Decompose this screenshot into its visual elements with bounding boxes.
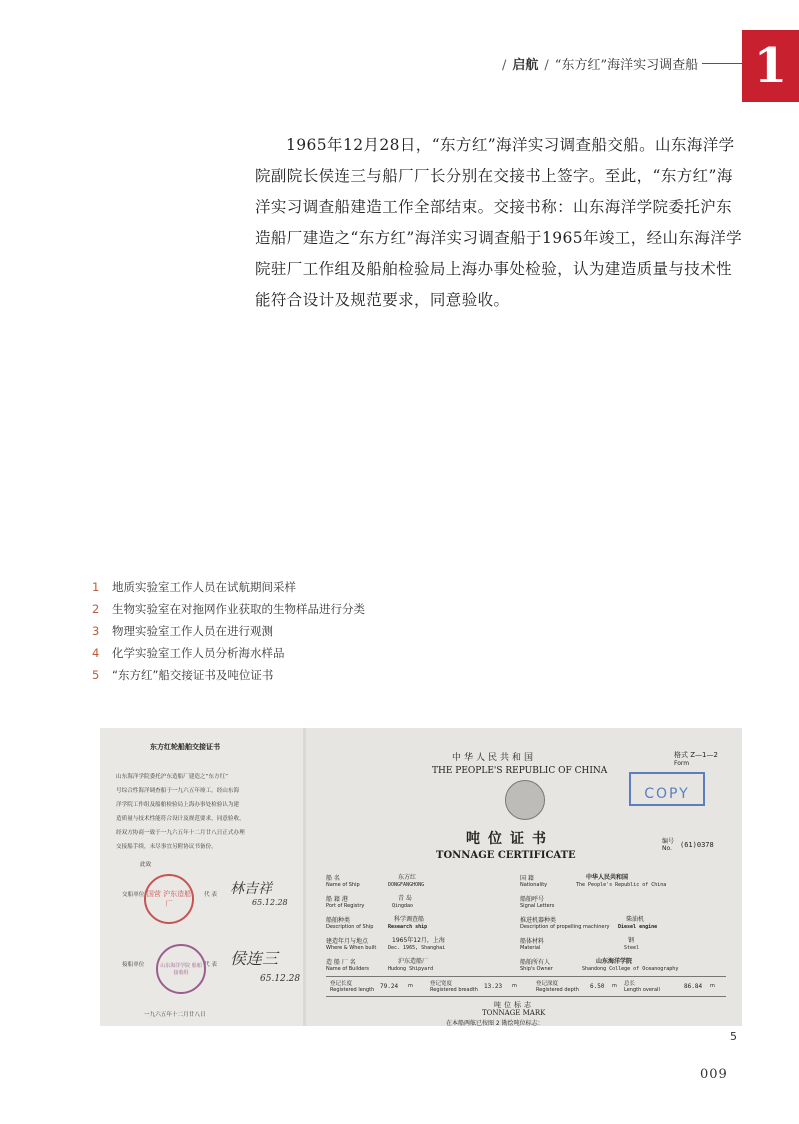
dim-label-en: Registered depth [536, 987, 579, 993]
page-number: 009 [700, 1067, 728, 1082]
handover-text-line: 造质量与技术性能符合设计及规范要求，同意验收， [116, 816, 245, 822]
certificates-photo [100, 728, 742, 1026]
field-value: 1965年12月，上海 [392, 937, 445, 944]
dim-unit: m [612, 983, 617, 989]
cert-no: (61)0378 [680, 841, 714, 849]
dim-label-en: Registered length [330, 987, 375, 993]
field-value-en: The People's Republic of China [576, 882, 667, 888]
form-label: 格式 Z—1—2 [674, 751, 718, 759]
dim-unit: m [512, 983, 517, 989]
field-label: 国 籍 [520, 875, 534, 882]
page-header [0, 0, 799, 110]
signature-1-date: 65.12.28 [252, 898, 288, 907]
field-label-en: Ship's Owner [520, 966, 553, 972]
field-label-en: Description of Ship [326, 924, 374, 930]
handover-title: 东方红轮船舶交接证书 [150, 743, 220, 751]
signature-2-date: 65.12.28 [260, 974, 301, 984]
tonnage-mark-note: 在本船两舷已按图 2 勘绘吨位标志： [446, 1020, 544, 1026]
form-label-en: Form [674, 760, 690, 767]
party2-rep: 代 表 [204, 962, 217, 968]
field-label: 船 名 [326, 875, 340, 882]
field-value-en: Dec. 1965, Shanghai [388, 945, 446, 951]
dim-label-en: Length overall [624, 987, 660, 993]
body-paragraph: 1965年12月28日，“东方红”海洋实习调查船交船。山东海洋学院副院长侯连三与船厂厂长分别在交接书上签字。至此，“东方红”海洋实习调查船建造工作全部结束。交接书称：山东海洋学院委托沪东造船厂建造之“东方红”海洋实习调查船于1965年竣工，经山东海洋学院驻厂工作组及船舶检验局上海办事处检验，认为建造质量与技术性能符合设计及规范要求，同意验收。 [255, 136, 742, 309]
cert-title-en: TONNAGE CERTIFICATE [436, 850, 576, 861]
national-emblem [505, 780, 545, 820]
table-rule [326, 996, 726, 997]
tonnage-certificate [306, 728, 742, 1026]
field-label-en: Name of Builders [326, 966, 370, 972]
party1-label: 交船单位 [122, 892, 145, 898]
caption-item: 4 化学实验室工作人员分析海水样品 [92, 646, 285, 660]
dim-unit: m [408, 983, 413, 989]
field-label: 造 船 厂 名 [326, 959, 356, 966]
cert-no-label-en: No. [662, 845, 672, 852]
caption-item: 2 生物实验室在对拖网作业获取的生物样品进行分类 [92, 602, 365, 616]
running-head: / 启航 / “东方红”海洋实习调查船 [502, 58, 699, 73]
field-value-en: Hudong Shipyard [388, 966, 434, 972]
handover-text-line: 此致 [140, 862, 152, 868]
party1-rep: 代 表 [204, 892, 217, 898]
shipyard-seal: 国营 沪东造船厂 [144, 874, 194, 924]
dim-unit: m [710, 983, 715, 989]
field-label-en: Name of Ship [326, 882, 360, 888]
field-value-en: Steel [624, 945, 640, 951]
handover-text-line: 交接船手续，未尽事宜另附协议书备份。 [116, 844, 217, 850]
country-en: THE PEOPLE'S REPUBLIC OF CHINA [432, 766, 608, 776]
dim-label: 总长 [624, 981, 636, 987]
field-value-en: Shandong College of Oceanography [582, 966, 679, 972]
field-value: 山东海洋学院 [596, 958, 633, 965]
copy-stamp: COPY [629, 772, 705, 806]
field-value-en: Diesel engine [618, 924, 658, 930]
field-label-en: Description of propelling machinery [520, 924, 610, 930]
handover-text-line: 山东海洋学院委托沪东造船厂建造之“东方红” [116, 774, 229, 780]
field-label-en: Port of Registry [326, 903, 365, 909]
handover-date: 一九六五年十二月廿八日 [144, 1012, 206, 1018]
dim-value: 13.23 [484, 983, 503, 990]
field-value: 科学调查船 [394, 916, 425, 923]
field-label: 船 籍 港 [326, 896, 348, 903]
tonnage-mark-en: TONNAGE MARK [482, 1009, 546, 1017]
cert-no-label: 编号 [662, 838, 675, 845]
party2-label: 接船单位 [122, 962, 145, 968]
field-value: 沪东造船厂 [398, 958, 429, 965]
field-value: 柴油机 [626, 916, 645, 923]
dim-value: 79.24 [380, 983, 399, 990]
field-value: 中华人民共和国 [586, 874, 629, 881]
handover-certificate [100, 728, 303, 1026]
table-rule [326, 976, 726, 977]
signature-1: 林吉祥 [230, 881, 272, 897]
field-value: 东方红 [398, 874, 417, 881]
cert-title-cn: 吨位证书 [466, 831, 554, 847]
field-value-en: Research ship [388, 924, 428, 930]
chapter-number-badge: 1 [742, 30, 799, 102]
field-label-en: Material [520, 945, 541, 951]
caption-list [92, 576, 365, 686]
field-label: 船舶呼号 [520, 896, 545, 903]
header-rule [702, 63, 742, 64]
dim-label-en: Registered breadth [430, 987, 478, 993]
tonnage-mark-cn: 吨位标志 [494, 1001, 534, 1009]
field-value-en: DONGFANGHONG [388, 882, 425, 888]
field-label-en: Signal Letters [520, 903, 555, 909]
dim-label: 登记宽度 [430, 981, 453, 987]
field-label: 推进机器种类 [520, 917, 557, 924]
dim-value: 86.84 [684, 983, 703, 990]
field-value-en: Qingdao [392, 903, 414, 909]
handover-text-line: 号综合性海洋调查船于一九六五年竣工，经山东海 [116, 788, 240, 794]
country-cn: 中华人民共和国 [452, 753, 537, 763]
dim-value: 6.50 [590, 983, 605, 990]
handover-text-line: 经双方协商一致于一九六五年十二月廿八日正式办理 [116, 830, 245, 836]
college-seal: 山东海洋学院 船舶接收组 [156, 944, 206, 994]
field-label: 船舶种类 [326, 917, 351, 924]
field-label: 船舶所有人 [520, 959, 551, 966]
field-value: 青 岛 [398, 895, 412, 902]
field-label: 船体材料 [520, 938, 545, 945]
field-label: 建造年月与地点 [326, 938, 369, 945]
dim-label: 登记深度 [536, 981, 559, 987]
dim-label: 登记长度 [330, 981, 353, 987]
section-title: 启航 [512, 58, 539, 73]
field-value: 钢 [628, 937, 635, 944]
photo-number: 5 [730, 1030, 737, 1043]
caption-item: 1 地质实验室工作人员在试航期间采样 [92, 580, 296, 594]
subsection-title: “东方红”海洋实习调查船 [554, 58, 699, 73]
caption-item: 3 物理实验室工作人员在进行观测 [92, 624, 273, 638]
caption-item: 5 “东方红”船交接证书及吨位证书 [92, 668, 274, 682]
handover-text-line: 洋学院工作组及船舶检验局上海办事处检验认为建 [116, 802, 240, 808]
signature-2: 侯连三 [230, 949, 279, 968]
field-label-en: Nationality [520, 882, 548, 888]
field-label-en: Where & When built [326, 945, 377, 951]
